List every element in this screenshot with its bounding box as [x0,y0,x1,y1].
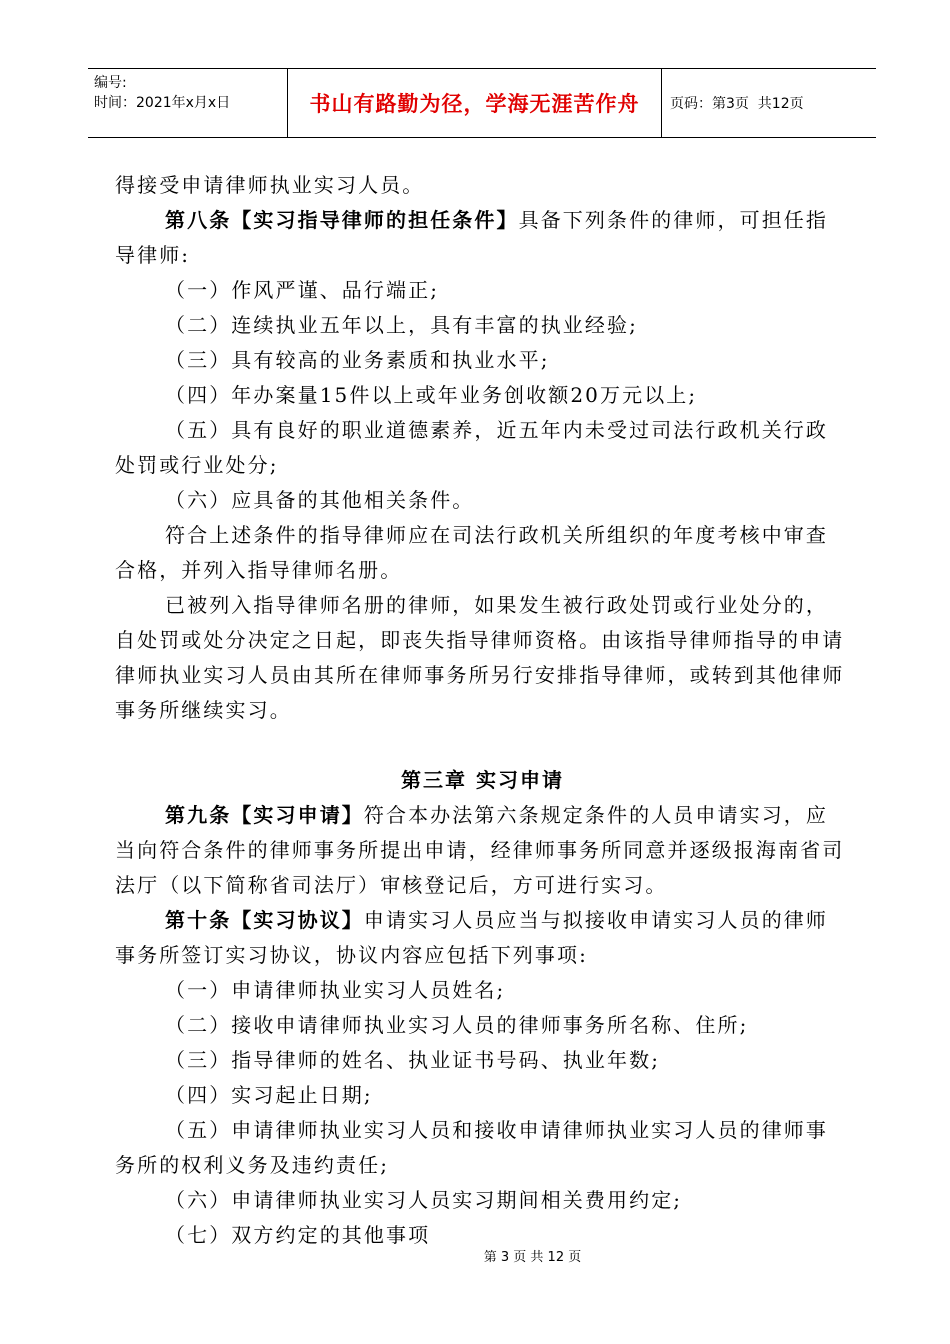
list-item: （五）申请律师执业实习人员和接收申请律师执业实习人员的律师事务所的权利义务及违约责任; [115,1118,828,1177]
list-item: （四）实习起止日期; [165,1083,373,1107]
list-item: （三）具有较高的业务素质和执业水平; [165,348,550,372]
paragraph: 得接受申请律师执业实习人员。 [115,173,425,197]
paragraph: 符合上述条件的指导律师应在司法行政机关所组织的年度考核中审查合格，并列入指导律师名册。 [115,523,828,582]
list-item: （六）应具备的其他相关条件。 [165,488,475,512]
article-9 [115,798,850,903]
article-10 [115,903,850,973]
article-8 [115,203,850,273]
page-header [88,68,876,138]
article-9-title: 第九条【实习申请】 [165,803,364,827]
article-8-text: 具备下列条件的律师，可担任指导律师: [115,208,829,267]
document-body [115,168,850,1253]
article-9-text: 符合本办法第六条规定条件的人员申请实习，应当向符合条件的律师事务所提出申请，经律师事务所同意并逐级报海南省司法厅（以下简称省司法厅）审核登记后，方可进行实习。 [115,803,845,897]
article-8-title: 第八条【实习指导律师的担任条件】 [165,208,519,232]
list-item: （二）连续执业五年以上，具有丰富的执业经验; [165,313,638,337]
list-item: （七）双方约定的其他事项 [165,1223,431,1247]
list-item: （四）年办案量15件以上或年业务创收额20万元以上; [165,383,698,407]
list-item: （三）指导律师的姓名、执业证书号码、执业年数; [165,1048,661,1072]
article-10-title: 第十条【实习协议】 [165,908,364,932]
paragraph: 已被列入指导律师名册的律师，如果发生被行政处罚或行业处分的，自处罚或处分决定之日起，即丧失指导律师资格。由该指导律师指导的申请律师执业实习人员由其所在律师事务所另行安排指导律师，或转到其他律师事务所继续实习。 [115,593,845,722]
doc-code-label: 编号: [94,75,127,91]
list-item: （一）作风严谨、品行端正; [165,278,440,302]
list-item: （二）接收申请律师执业实习人员的律师事务所名称、住所; [165,1013,749,1037]
header-page-number: 页码：第3页 共12页 [670,96,804,112]
header-meta [88,69,288,137]
list-item: （五）具有良好的职业道德素养，近五年内未受过司法行政机关行政处罚或行业处分; [115,418,828,477]
list-item: （一）申请律师执业实习人员姓名; [165,978,506,1002]
page-footer: 第 3 页 共 12 页 [483,1250,582,1265]
list-item: （六）申请律师执业实习人员实习期间相关费用约定; [165,1188,683,1212]
doc-time-label: 时间：2021年x月x日 [94,95,231,111]
header-slogan: 书山有路勤为径，学海无涯苦作舟 [288,69,662,137]
chapter-heading: 第三章 实习申请 [401,768,564,792]
article-10-text: 申请实习人员应当与拟接收申请实习人员的律师事务所签订实习协议，协议内容应包括下列事项: [115,908,829,967]
